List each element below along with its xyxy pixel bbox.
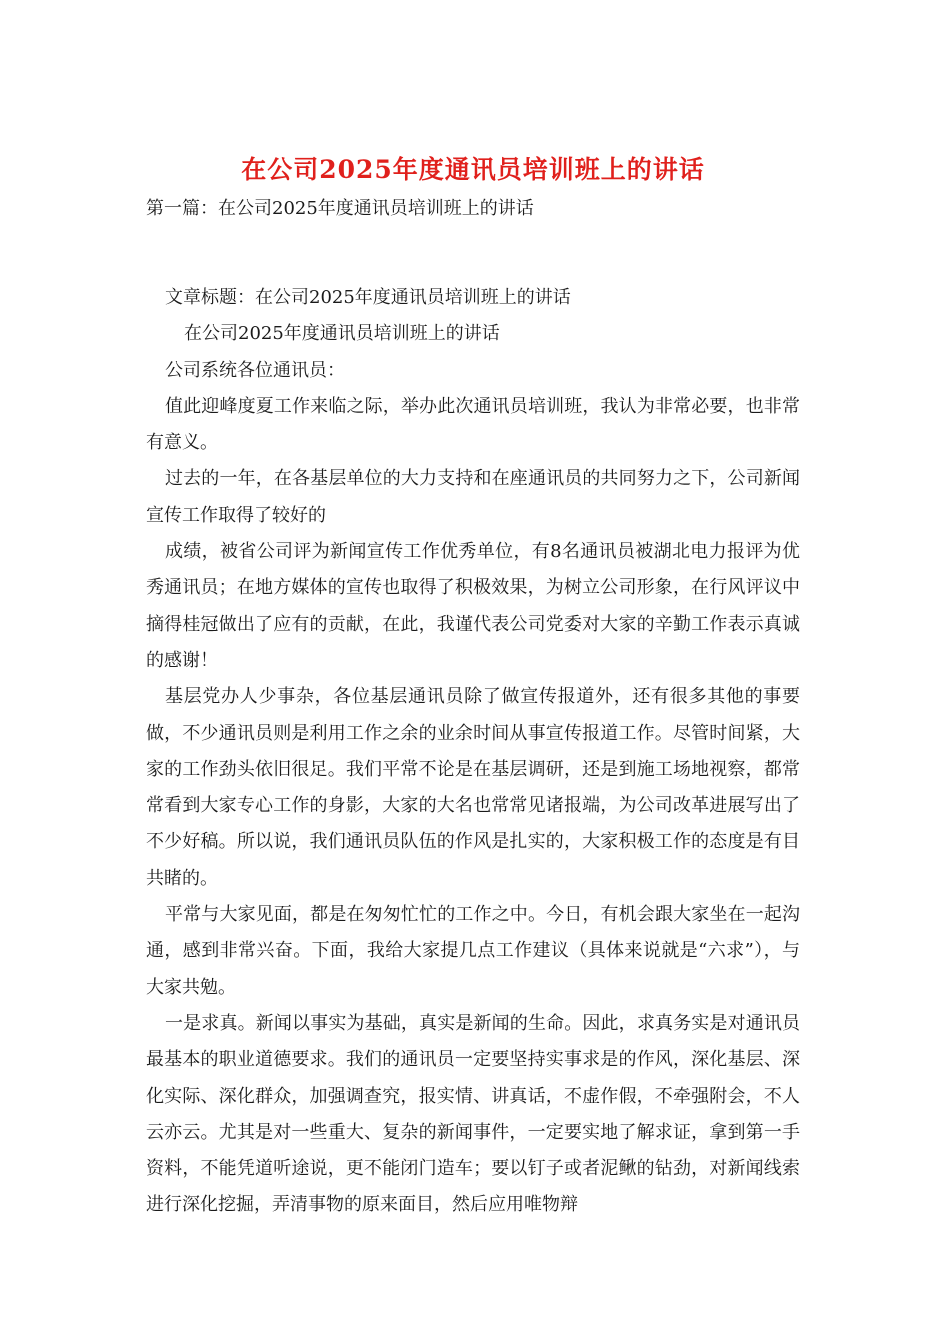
paragraph-salutation: 公司系统各位通讯员： bbox=[165, 359, 345, 381]
paragraph-4: 基层党办人少事杂，各位基层通讯员除了做宣传报道外，还有很多其他的事要做，不少通讯员则是利用工作之余的业余时间从事宣传报道工作。尽管时间紧，大家的工作劲头依旧很足。我们平常不论是在基层调研，还是到施工场地视察，都常常看到大家专心工作的身影，大家的大名也常常见诸报端，为公司改革进展写出了不少好稿。所以说，我们通讯员队伍的作风是扎实的，大家积极工作的态度是有目共睹的。 bbox=[146, 686, 800, 889]
document-subtitle: 第一篇：在公司2025年度通讯员培训班上的讲话 bbox=[146, 198, 534, 219]
paragraph-1: 值此迎峰度夏工作来临之际，举办此次通讯员培训班，我认为非常必要，也非常有意义。 bbox=[146, 395, 800, 454]
paragraph-3: 成绩，被省公司评为新闻宣传工作优秀单位，有8名通讯员被湖北电力报评为优秀通讯员；在地方媒体的宣传也取得了积极效果，为树立公司形象，在行风评议中摘得桂冠做出了应有的贡献，在此，我谨代表公司党委对大家的辛勤工作表示真诚的感谢！ bbox=[146, 541, 800, 671]
paragraph-5: 平常与大家见面，都是在匆匆忙忙的工作之中。今日，有机会跟大家坐在一起沟通，感到非常兴奋。下面，我给大家提几点工作建议（具体来说就是“六求”），与大家共勉。 bbox=[146, 904, 800, 998]
paragraph-2: 过去的一年，在各基层单位的大力支持和在座通讯员的共同努力之下，公司新闻宣传工作取得了较好的 bbox=[146, 468, 800, 526]
document-title: 在公司2025年度通讯员培训班上的讲话 bbox=[241, 155, 705, 184]
paragraph-speech-title: 在公司2025年度通讯员培训班上的讲话 bbox=[184, 323, 500, 345]
paragraph-article-title: 文章标题：在公司2025年度通讯员培训班上的讲话 bbox=[165, 287, 571, 308]
paragraph-6: 一是求真。新闻以事实为基础，真实是新闻的生命。因此，求真务实是对通讯员最基本的职业道德要求。我们的通讯员一定要坚持实事求是的作风，深化基层、深化实际、深化群众，加强调查究，报实情、讲真话，不虚作假，不牵强附会，不人云亦云。尤其是对一些重大、复杂的新闻事件，一定要实地了解求证，拿到第一手资料，不能凭道听途说，更不能闭门造车；要以钉子或者泥鳅的钻劲，对新闻线索进行深化挖掘，弄清事物的原来面目，然后应用唯物辩 bbox=[146, 1012, 800, 1216]
